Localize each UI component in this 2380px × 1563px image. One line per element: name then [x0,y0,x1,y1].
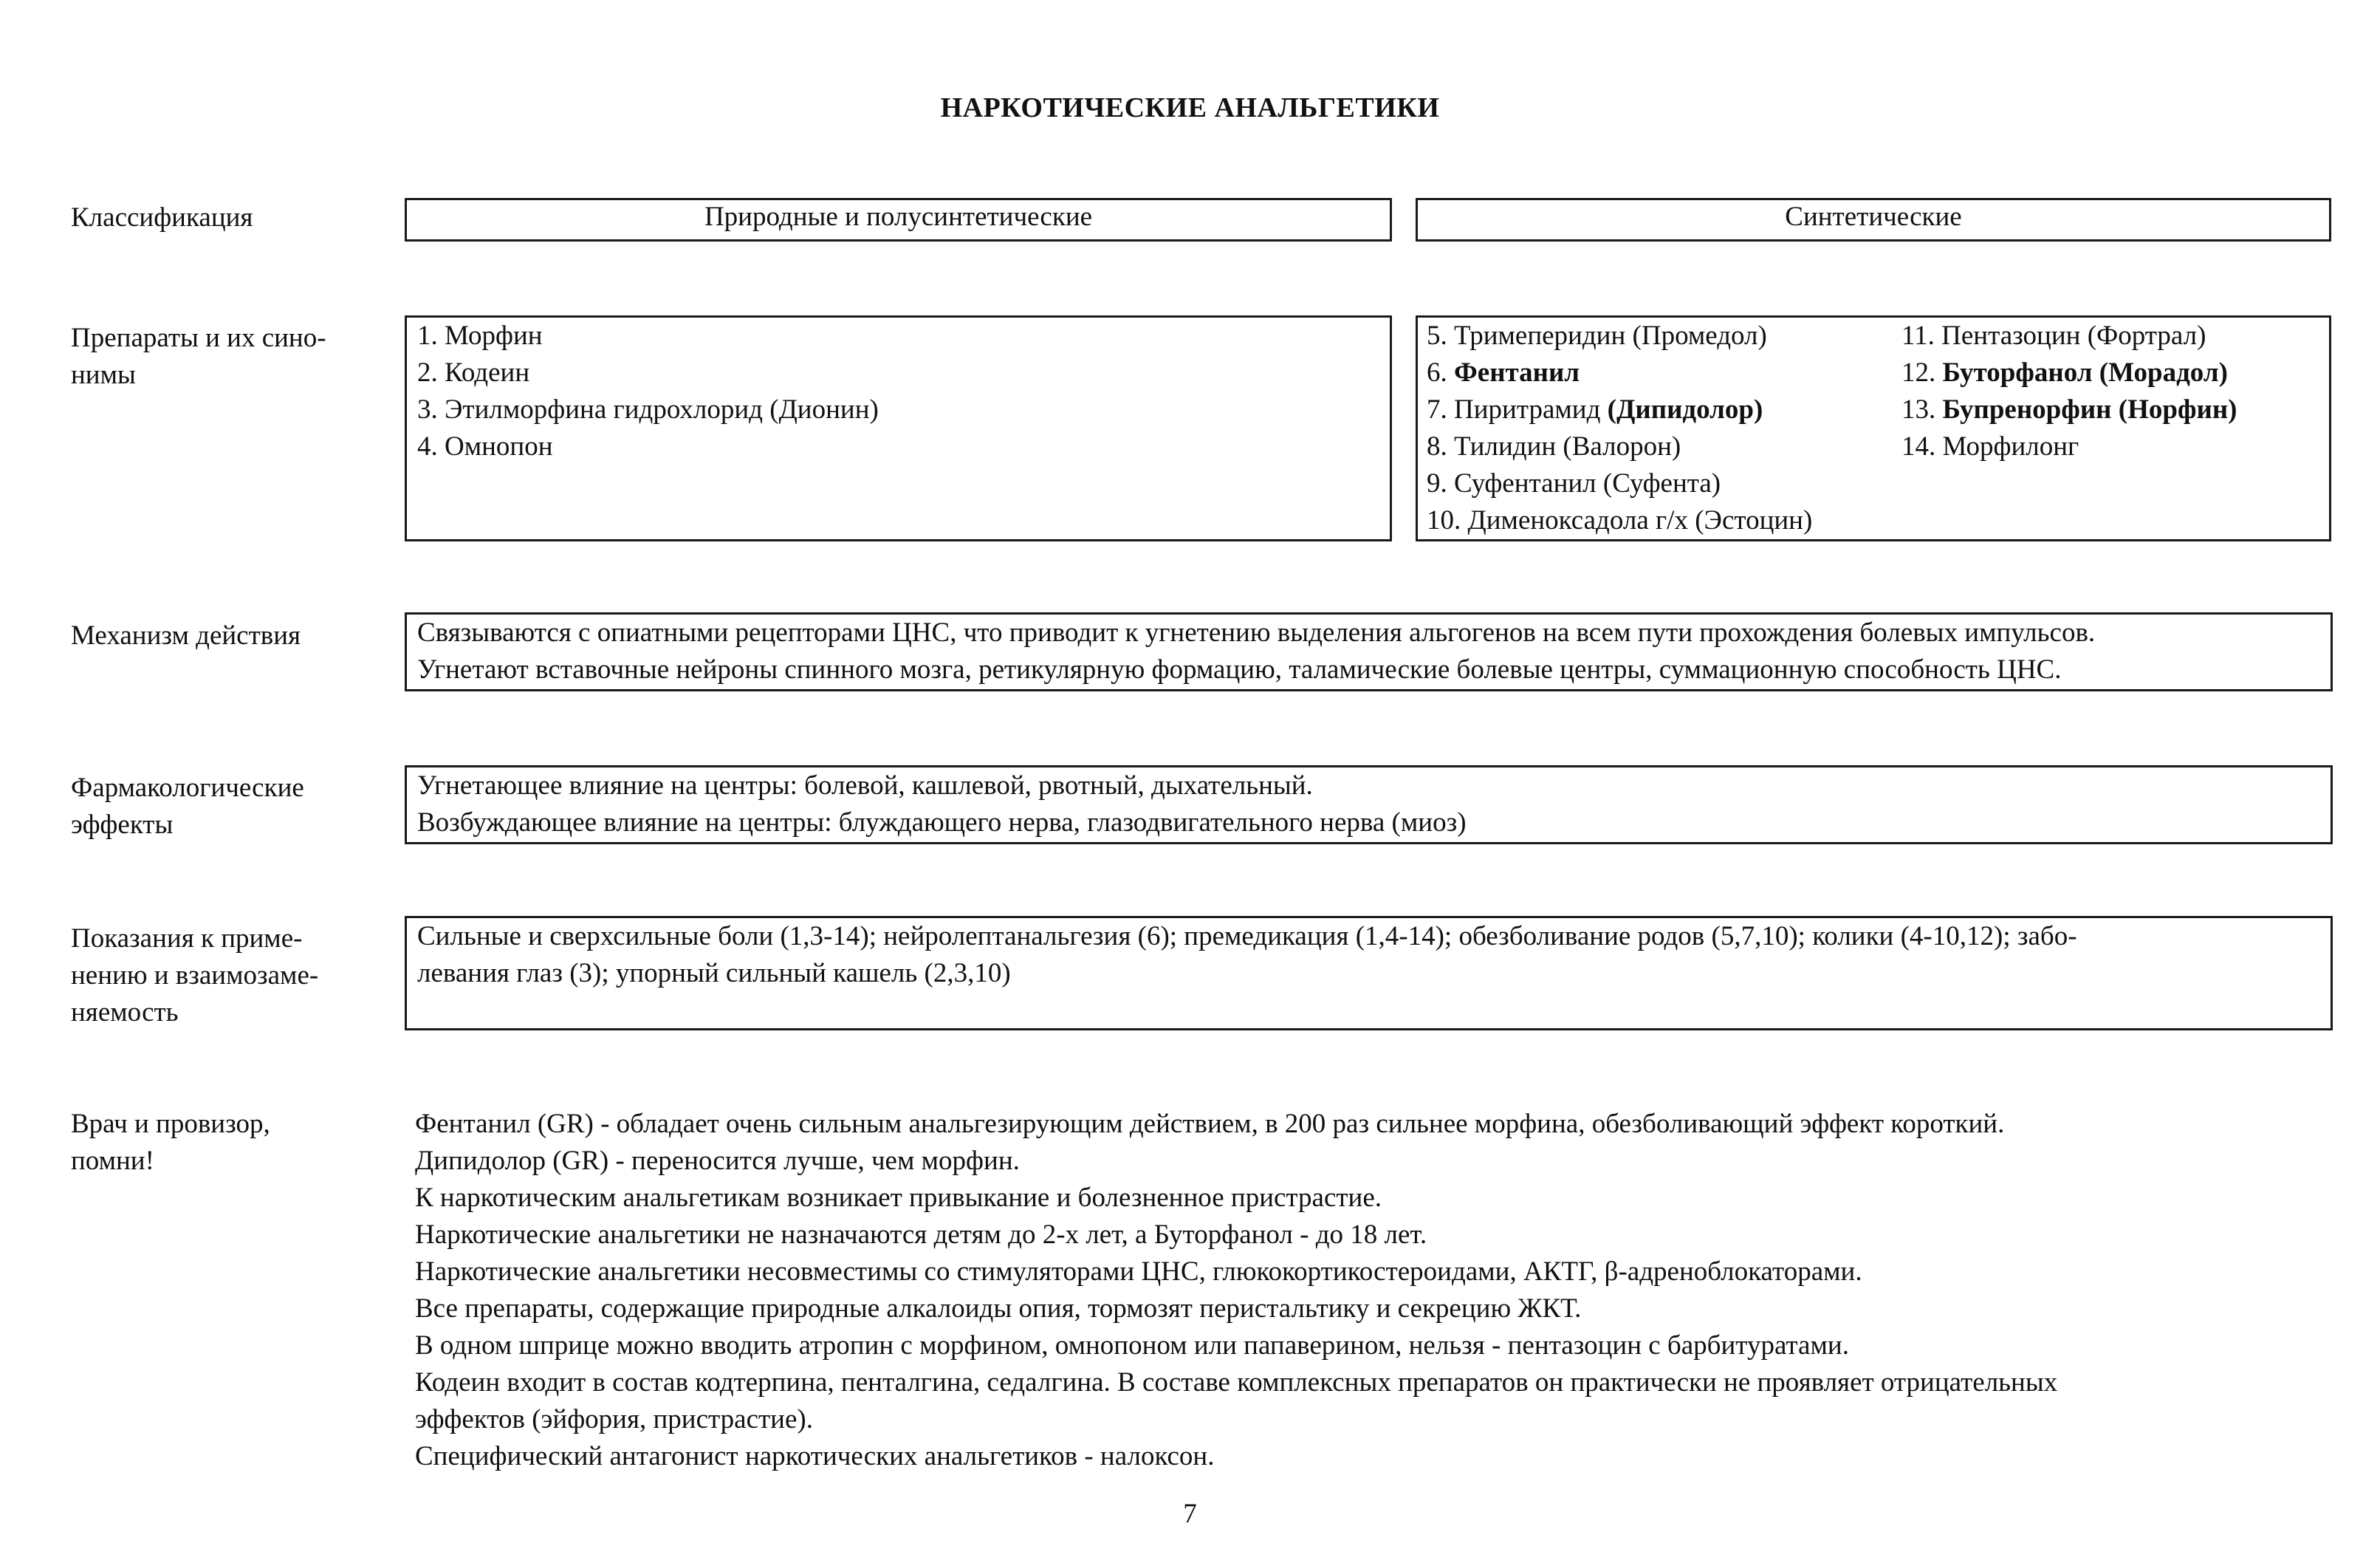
note-line: Наркотические анальгетики несовместимы со стимуляторами ЦНС, глюкокортикостероидами, АКТГ, β-адреноблокаторами. [415,1256,1862,1287]
natural-category-box [405,198,1392,242]
indications-line: Сильные и сверхсильные боли (1,3-14); нейролептанальгезия (6); премедикация (1,4-14); обезболивание родов (5,7,10); колики (4-10,12); забо- [417,921,2077,951]
remember-notes [415,1106,2057,1475]
drug-item: 10. Дименоксадола г/х (Эстоцин) [1427,505,1813,536]
remember-label-line: Врач и провизор, [71,1109,270,1139]
indications-box [405,916,2333,1030]
drug-item: 1. Морфин [417,321,543,351]
natural-drugs-box [405,315,1392,541]
drug-item: 14. Морфилонг [1901,431,2079,462]
drug-item: 11. Пентазоцин (Фортрал) [1901,321,2206,351]
effects-box [405,765,2333,844]
remember-label-line: помни! [71,1146,154,1176]
remember-label [71,1106,381,1180]
note-line: Дипидолор (GR) - переносится лучше, чем морфин. [415,1146,1020,1176]
synthetic-category-box [1416,198,2331,242]
mechanism-line: Связываются с опиатными рецепторами ЦНС, что приводит к угнетению выделения альгогенов на всем пути прохождения болевых импульсов. [417,618,2096,648]
indications-label-line: Показания к приме- [71,923,303,954]
note-line: Все препараты, содержащие природные алкалоиды опия, тормозят перистальтику и секрецию ЖКТ. [415,1293,1582,1324]
indications-label-line: нению и взаимозаме- [71,960,319,991]
synthetic-drugs-column-2 [1901,318,2237,465]
mechanism-label: Механизм действия [71,620,301,651]
note-line: Фентанил (GR) - обладает очень сильным анальгезирующим действием, в 200 раз сильнее морфина, обезболивающий эффект короткий. [415,1109,2005,1139]
preparations-label [71,320,381,394]
indications-line: левания глаз (3); упорный сильный кашель (2,3,10) [417,958,1011,988]
note-line: Кодеин входит в состав кодтерпина, пенталгина, седалгина. В составе комплексных препаратов он практически не проявляет отрицательных [415,1367,2058,1398]
page-title: НАРКОТИЧЕСКИЕ АНАЛЬГЕТИКИ [940,92,1440,123]
page-number: 7 [1183,1499,1197,1529]
preparations-label-line: Препараты и их сино- [71,323,326,353]
mechanism-line: Угнетают вставочные нейроны спинного мозга, ретикулярную формацию, таламические болевые центры, суммационную способность ЦНС. [417,654,2062,685]
effects-line: Возбуждающее влияние на центры: блуждающего нерва, глазодвигательного нерва (миоз) [417,807,1467,838]
drug-item: 13. Бупренорфин (Норфин) [1901,394,2237,425]
drug-item: 8. Тилидин (Валорон) [1427,431,1681,462]
drug-item: 5. Тримеперидин (Промедол) [1427,321,1767,351]
synthetic-drugs-box [1416,315,2331,541]
drug-item: 2. Кодеин [417,358,530,388]
note-line: К наркотическим анальгетикам возникает привыкание и болезненное пристрастие. [415,1183,1382,1213]
drug-item: 9. Суфентанил (Суфента) [1427,468,1721,499]
note-line: В одном шприце можно вводить атропин с морфином, омнопоном или папаверином, нельзя - пентазоцин с барбитуратами. [415,1330,1849,1361]
indications-label-line: няемость [71,997,179,1027]
indications-label [71,920,381,1031]
classification-label: Классификация [71,202,253,233]
effects-label-line: эффекты [71,810,174,840]
natural-category-label: Природные и полусинтетические [704,202,1093,232]
drug-item: 12. Буторфанол (Морадол) [1901,358,2228,388]
note-line: Специфический антагонист наркотических анальгетиков - налоксон. [415,1441,1215,1471]
mechanism-box [405,612,2333,691]
effects-line: Угнетающее влияние на центры: болевой, кашлевой, рвотный, дыхательный. [417,770,1313,801]
effects-label [71,770,381,844]
drug-item: 7. Пиритрамид (Дипидолор) [1427,394,1763,425]
synthetic-category-label: Синтетические [1785,202,1962,232]
effects-label-line: Фармакологические [71,773,304,803]
synthetic-drugs-column-1 [1427,318,1812,539]
drug-item: 6. Фентанил [1427,358,1580,388]
drug-item: 3. Этилморфина гидрохлорид (Дионин) [417,394,879,425]
note-line: Наркотические анальгетики не назначаются детям до 2-х лет, а Буторфанол - до 18 лет. [415,1220,1427,1250]
note-line: эффектов (эйфория, пристрастие). [415,1404,813,1434]
preparations-label-line: нимы [71,360,136,390]
drug-item: 4. Омнопон [417,431,553,462]
